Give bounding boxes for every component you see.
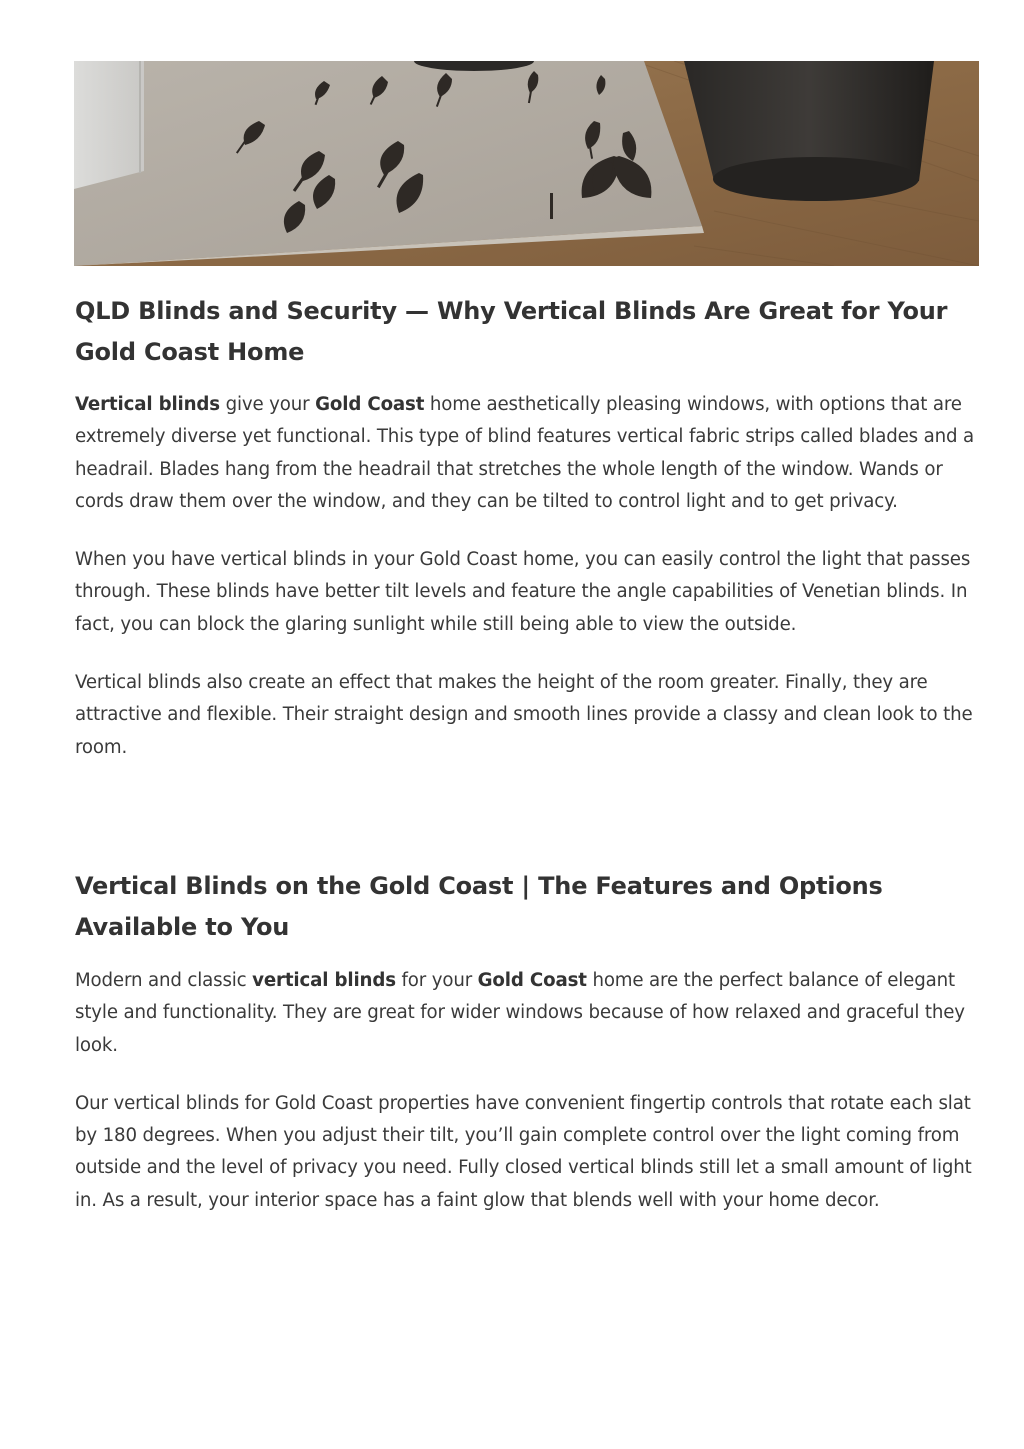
bold-text: vertical blinds (252, 969, 396, 991)
paragraph-text: for your (395, 969, 478, 991)
paragraph-text: give your (219, 394, 316, 415)
paragraph: Our vertical blinds for Gold Coast properties have convenient fingertip controls that rotate each slat by 180 degrees. When you adjust their tilt, you’ll gain complete control over the light coming from outside and the level of privacy you need. Fully closed vertical blinds still let a small amount of light in. As a result, your interior space has a faint glow that blends well with your home decor. (75, 1092, 972, 1211)
paragraph-text: home are the perfect balance of elegant style and functionality. They are great for wider windows because of how relaxed and graceful they look. (75, 969, 965, 1056)
hero-image (74, 61, 979, 266)
paragraph: When you have vertical blinds in your Gold Coast home, you can easily control the light that passes through. These blinds have better tilt levels and feature the angle capabilities of Venetian blinds. In fact, you can block the glaring sunlight while still being able to view the outside. (75, 549, 971, 635)
paragraph-text: home aesthetically pleasing windows, with options that are extremely diverse yet functional. This type of blind features vertical fabric strips called blades and a headrail. Blades hang from the headrail that stretches the whole length of the window. Wands or cords draw them over the window, and they can be tilted to control light and to get privacy. (75, 394, 975, 512)
paragraph (75, 965, 981, 1062)
bold-text: Vertical blinds (75, 394, 220, 415)
paragraph: Vertical blinds also create an effect that makes the height of the room greater. Finally, they are attractive and flexible. Their straight design and smooth lines provide a classy and clean look to the room. (75, 672, 973, 758)
section-title: QLD Blinds and Security — Why Vertical Blinds Are Great for Your Gold Coast Home (75, 297, 948, 366)
paragraph (75, 389, 981, 518)
rug-with-leaf-pattern-image (74, 61, 979, 266)
article-content (75, 291, 981, 1217)
bold-text: Gold Coast (477, 969, 587, 991)
bold-text: Gold Coast (315, 394, 425, 415)
paragraph-text: Modern and classic (75, 969, 253, 991)
section-title: Vertical Blinds on the Gold Coast | The Features and Options Available to You (75, 871, 883, 941)
